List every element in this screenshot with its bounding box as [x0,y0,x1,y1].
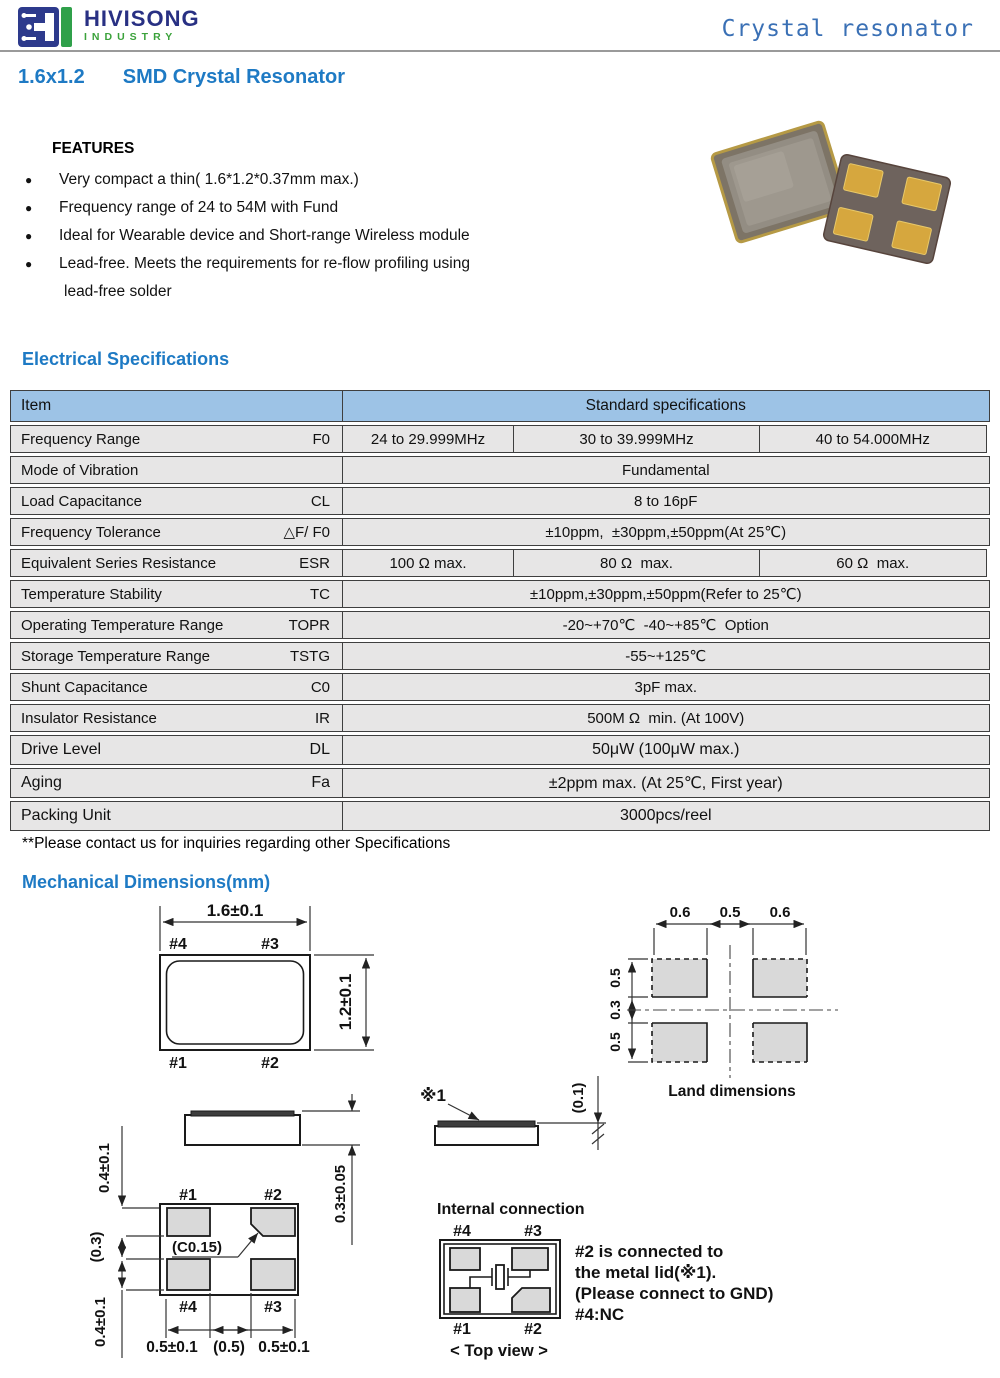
pad-label: #3 [261,936,279,953]
pad-label: #2 [264,1187,282,1204]
spec-row-esr: Equivalent Series Resistance ESR 100 Ω max. 80 Ω max. 60 Ω max. [10,549,990,577]
spec-table [10,390,990,834]
spec-row-operating-temperature: Operating Temperature Range TOPR -20~+70℃ -40~+85℃ Option [10,611,990,639]
spec-row-load-capacitance: Load Capacitance CL 8 to 16pF [10,487,990,515]
bullet-icon: ● [25,257,33,271]
pad-label: #3 [524,1223,542,1240]
connection-note: the metal lid(※1). [575,1263,717,1282]
spec-row-packing-unit: Packing Unit 3000pcs/reel [10,801,990,831]
chamfer-label: (C0.15) [172,1239,223,1256]
lid-side-view-diagram [420,1076,606,1150]
pad-label: #2 [261,1055,279,1072]
dim-label: (0.5) [213,1339,245,1356]
col-header-spec: Standard specifications [342,390,991,422]
dim-label: 0.6 [669,904,691,921]
internal-connection-title: Internal connection [437,1201,585,1218]
doc-type-title: Crystal resonator [721,16,974,42]
pad-label: #2 [524,1321,542,1338]
features-section [25,140,685,306]
connection-note: (Please connect to GND) [575,1284,774,1303]
bullet-icon: ● [25,173,33,187]
feature-item-continuation: lead-free solder [64,283,172,300]
logo [18,6,200,48]
pad-label: #4 [169,936,187,953]
top-view-diagram [160,901,374,1072]
feature-item: ● Lead-free. Meets the requirements for re-flow profiling using [25,250,685,278]
dim-label: (0.3) [88,1231,105,1263]
pad-label: #1 [179,1187,197,1204]
spec-row-frequency-tolerance: Frequency Tolerance △F/ F0 ±10ppm, ±30ppm,±50ppm(At 25℃) [10,518,990,546]
dim-label: 0.5±0.1 [146,1339,198,1356]
bottom-view-diagram [88,1187,310,1358]
dim-label: 0.5±0.1 [258,1339,310,1356]
dim-thickness-label: 0.3±0.05 [332,1164,349,1224]
spec-row-storage-temperature: Storage Temperature Range TSTG -55~+125℃ [10,642,990,670]
land-dimensions-caption: Land dimensions [668,1083,796,1100]
features-heading: FEATURES [52,140,135,157]
dim-label: 0.6 [769,904,791,921]
dim-label: 0.5 [607,968,623,988]
pad-label: #1 [169,1055,187,1072]
top-view-caption: < Top view > [450,1342,548,1360]
dim-height-label: 1.2±0.1 [336,973,355,1031]
internal-connection-diagram [437,1201,773,1360]
title-text: SMD Crystal Resonator [122,66,346,88]
dim-label: 0.4±0.1 [92,1297,109,1347]
spec-row-aging: Aging Fa ±2ppm max. (At 25℃, First year) [10,768,990,798]
section-heading-mechanical: Mechanical Dimensions(mm) [22,872,271,892]
lid-thickness-label: (0.1) [570,1082,587,1114]
bullet-icon: ● [25,229,33,243]
spec-row-frequency-range: Frequency Range F0 24 to 29.999MHz 30 to 39.999MHz 40 to 54.000MHz [10,425,990,453]
pad-label: #3 [264,1299,282,1316]
lid-ref-label: ※1 [420,1086,446,1105]
spec-row-shunt-capacitance: Shunt Capacitance C0 3pF max. [10,673,990,701]
page-title [18,66,345,89]
brand-name: HIVISONG [84,6,200,31]
feature-item: ● Very compact a thin( 1.6*1.2*0.37mm max.) [25,166,685,194]
dim-width-label: 1.6±0.1 [206,901,264,920]
spec-row-insulator-resistance: Insulator Resistance IR 500M Ω min. (At 100V) [10,704,990,732]
feature-item: ● Frequency range of 24 to 54M with Fund [25,194,685,222]
dim-pad-label: 0.4±0.1 [96,1143,113,1193]
crystal-chip-bottom [823,154,952,265]
product-photo [695,96,963,286]
pad-label: #4 [179,1299,197,1316]
header-divider [0,50,1000,52]
dim-label: 0.3 [607,1000,623,1020]
section-heading-electrical: Electrical Specifications [22,349,230,369]
col-header-item: Item [10,390,343,422]
mechanical-drawings [0,900,1000,1378]
table-footnote: **Please contact us for inquiries regarding other Specifications [22,835,451,852]
bullet-icon: ● [25,201,33,215]
pad-label: #1 [453,1321,471,1338]
table-header-row [10,390,990,422]
dim-label: 0.5 [719,904,741,921]
land-dimensions-diagram [607,904,838,1100]
spec-row-drive-level: Drive Level DL 50μW (100μW max.) [10,735,990,765]
brand-subtitle: INDUSTRY [84,31,178,43]
spec-row-mode-of-vibration: Mode of Vibration Fundamental [10,456,990,484]
connection-note: #2 is connected to [575,1242,724,1261]
hivisong-logo-icon [18,6,74,48]
feature-item: ● Ideal for Wearable device and Short-range Wireless module [25,222,685,250]
dim-label: 0.5 [607,1032,623,1052]
connection-note: #4:NC [575,1305,625,1324]
title-size: 1.6x1.2 [18,66,85,88]
pad-label: #4 [453,1223,471,1240]
spec-row-temperature-stability: Temperature Stability TC ±10ppm,±30ppm,±50ppm(Refer to 25℃) [10,580,990,608]
